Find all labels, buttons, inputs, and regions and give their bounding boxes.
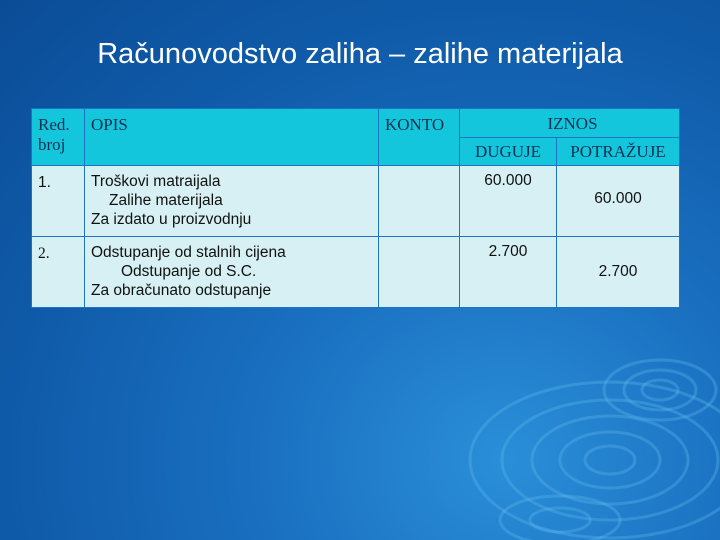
journal-entry-table bbox=[31, 108, 680, 308]
row-2-opis-line3: Za obračunato odstupanje bbox=[91, 282, 272, 299]
table-row bbox=[32, 166, 680, 237]
table-row bbox=[32, 237, 680, 308]
table-header-row-1 bbox=[32, 109, 680, 138]
header-red-broj bbox=[32, 109, 85, 166]
header-red-broj-line1: Red. bbox=[38, 115, 70, 134]
header-duguje bbox=[460, 137, 557, 166]
row-1-opis-line3: Za izdato u proizvodnju bbox=[91, 211, 252, 228]
header-red-broj-line2: broj bbox=[38, 135, 66, 154]
row-2-opis-line1: Odstupanje od stalnih cijena bbox=[91, 244, 286, 261]
row-1-konto bbox=[379, 166, 460, 237]
header-konto-label: KONTO bbox=[385, 115, 445, 134]
header-iznos bbox=[460, 109, 680, 138]
header-potrazuje-label: POTRAŽUJE bbox=[570, 141, 666, 161]
header-opis-label: OPIS bbox=[91, 115, 128, 134]
row-1-duguje: 60.000 bbox=[460, 166, 557, 237]
header-duguje-label: DUGUJE bbox=[474, 141, 542, 161]
row-2-duguje: 2.700 bbox=[460, 237, 557, 308]
header-iznos-label: IZNOS bbox=[547, 114, 598, 133]
row-1-potrazuje: 60.000 bbox=[557, 166, 680, 237]
row-2-potrazuje: 2.700 bbox=[557, 237, 680, 308]
row-1-opis-line2: Zalihe materijala bbox=[109, 192, 223, 209]
row-1-opis bbox=[85, 166, 379, 237]
header-opis bbox=[85, 109, 379, 166]
row-1-opis-line1: Troškovi matraijala bbox=[91, 173, 221, 190]
row-1-number: 1. bbox=[32, 166, 85, 237]
row-2-konto bbox=[379, 237, 460, 308]
row-2-opis-line2: Odstupanje od S.C. bbox=[121, 263, 257, 280]
header-potrazuje bbox=[557, 137, 680, 166]
header-konto bbox=[379, 109, 460, 166]
row-2-number: 2. bbox=[32, 237, 85, 308]
row-2-opis bbox=[85, 237, 379, 308]
slide-title: Računovodstvo zaliha – zalihe materijala bbox=[97, 38, 623, 70]
